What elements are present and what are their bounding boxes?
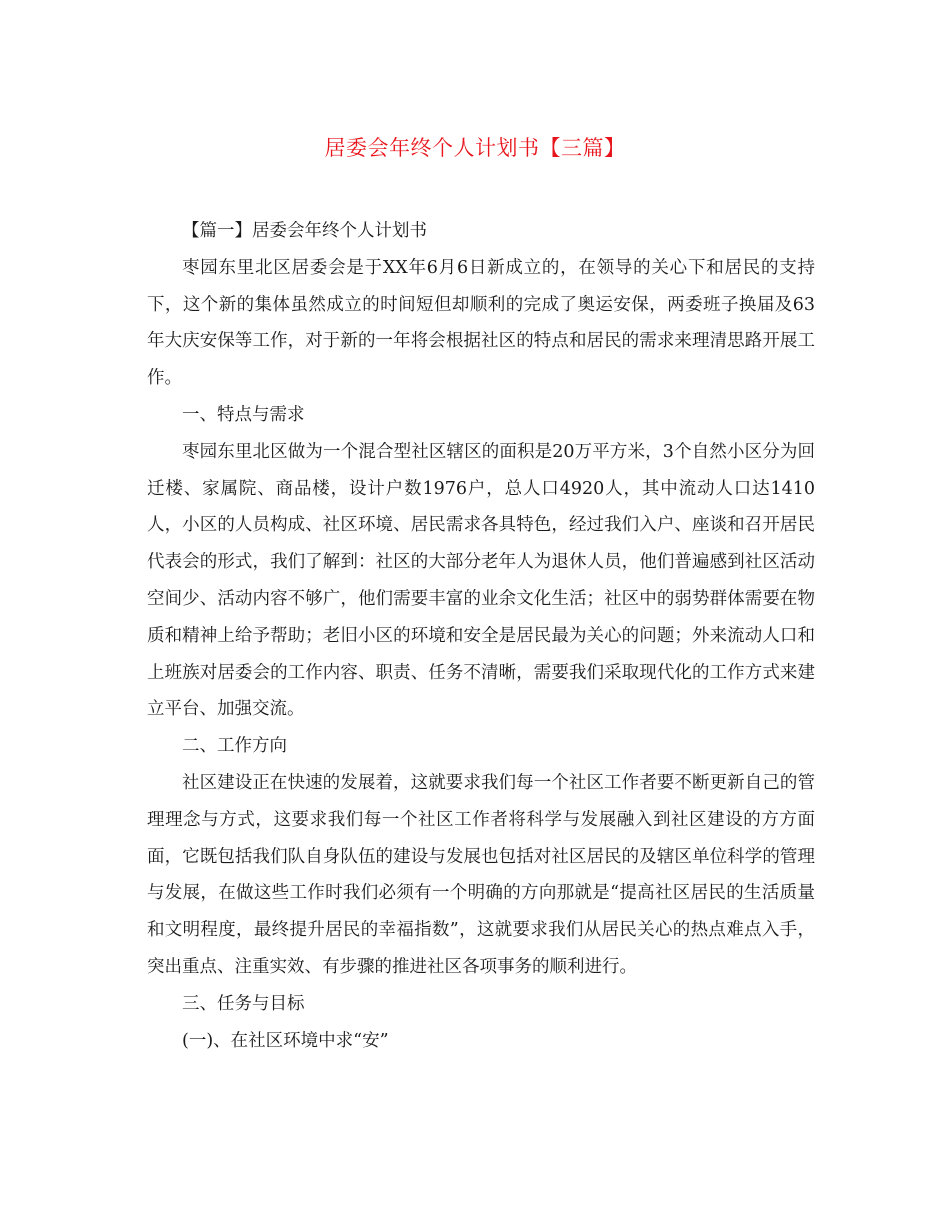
intro-paragraph: 枣园东里北区居委会是于XX年6月6日新成立的，在领导的关心下和居民的支持下，这个新的集体虽然成立的时间短但却顺利的完成了奥运安保，两委班子换届及63年大庆安保等工作，对于新的一年将会根据社区的特点和居民的需求来理清思路开展工作。 — [147, 257, 815, 389]
part-heading: 【篇一】居委会年终个人计划书 — [182, 221, 427, 241]
section-heading-tasks: 三、任务与目标 — [182, 993, 305, 1014]
document-title: 居委会年终个人计划书【三篇】 — [324, 136, 626, 160]
direction-paragraph: 社区建设正在快速的发展着，这就要求我们每一个社区工作者要不断更新自己的管理理念与方式，这要求我们每一个社区工作者将科学与发展融入到社区建设的方方面面，它既包括我们队自身队伍的建设与发展也包括对社区居民的及辖区单位科学的管理与发展，在做这些工作时我们必须有一个明确的方向那就是“提高社区居民的生活质量和文明程度，最终提升居民的幸福指数”，这就要求我们从居民关心的热点难点入手，突出重点、注重实效、有步骤的推进社区各项事务的顺利进行。 — [147, 772, 815, 977]
section-heading-features: 一、特点与需求 — [182, 404, 305, 425]
section-heading-direction: 二、工作方向 — [182, 736, 287, 757]
document-body — [147, 213, 815, 1059]
features-paragraph: 枣园东里北区做为一个混合型社区辖区的面积是20万平方米，3个自然小区分为回迁楼、家属院、商品楼，设计户数1976户，总人口4920人，其中流动人口达1410人，小区的人员构成、社区环境、居民需求各具特色，经过我们入户、座谈和召开居民代表会的形式，我们了解到：社区的大部分老年人为退休人员，他们普遍感到社区活动空间少、活动内容不够广，他们需要丰富的业余文化生活；社区中的弱势群体需要在物质和精神上给予帮助；老旧小区的环境和安全是居民最为关心的问题；外来流动人口和上班族对居委会的工作内容、职责、任务不清晰，需要我们采取现代化的工作方式来建立平台、加强交流。 — [147, 441, 815, 720]
subsection-heading-safety: (一)、在社区环境中求“安” — [182, 1030, 389, 1051]
